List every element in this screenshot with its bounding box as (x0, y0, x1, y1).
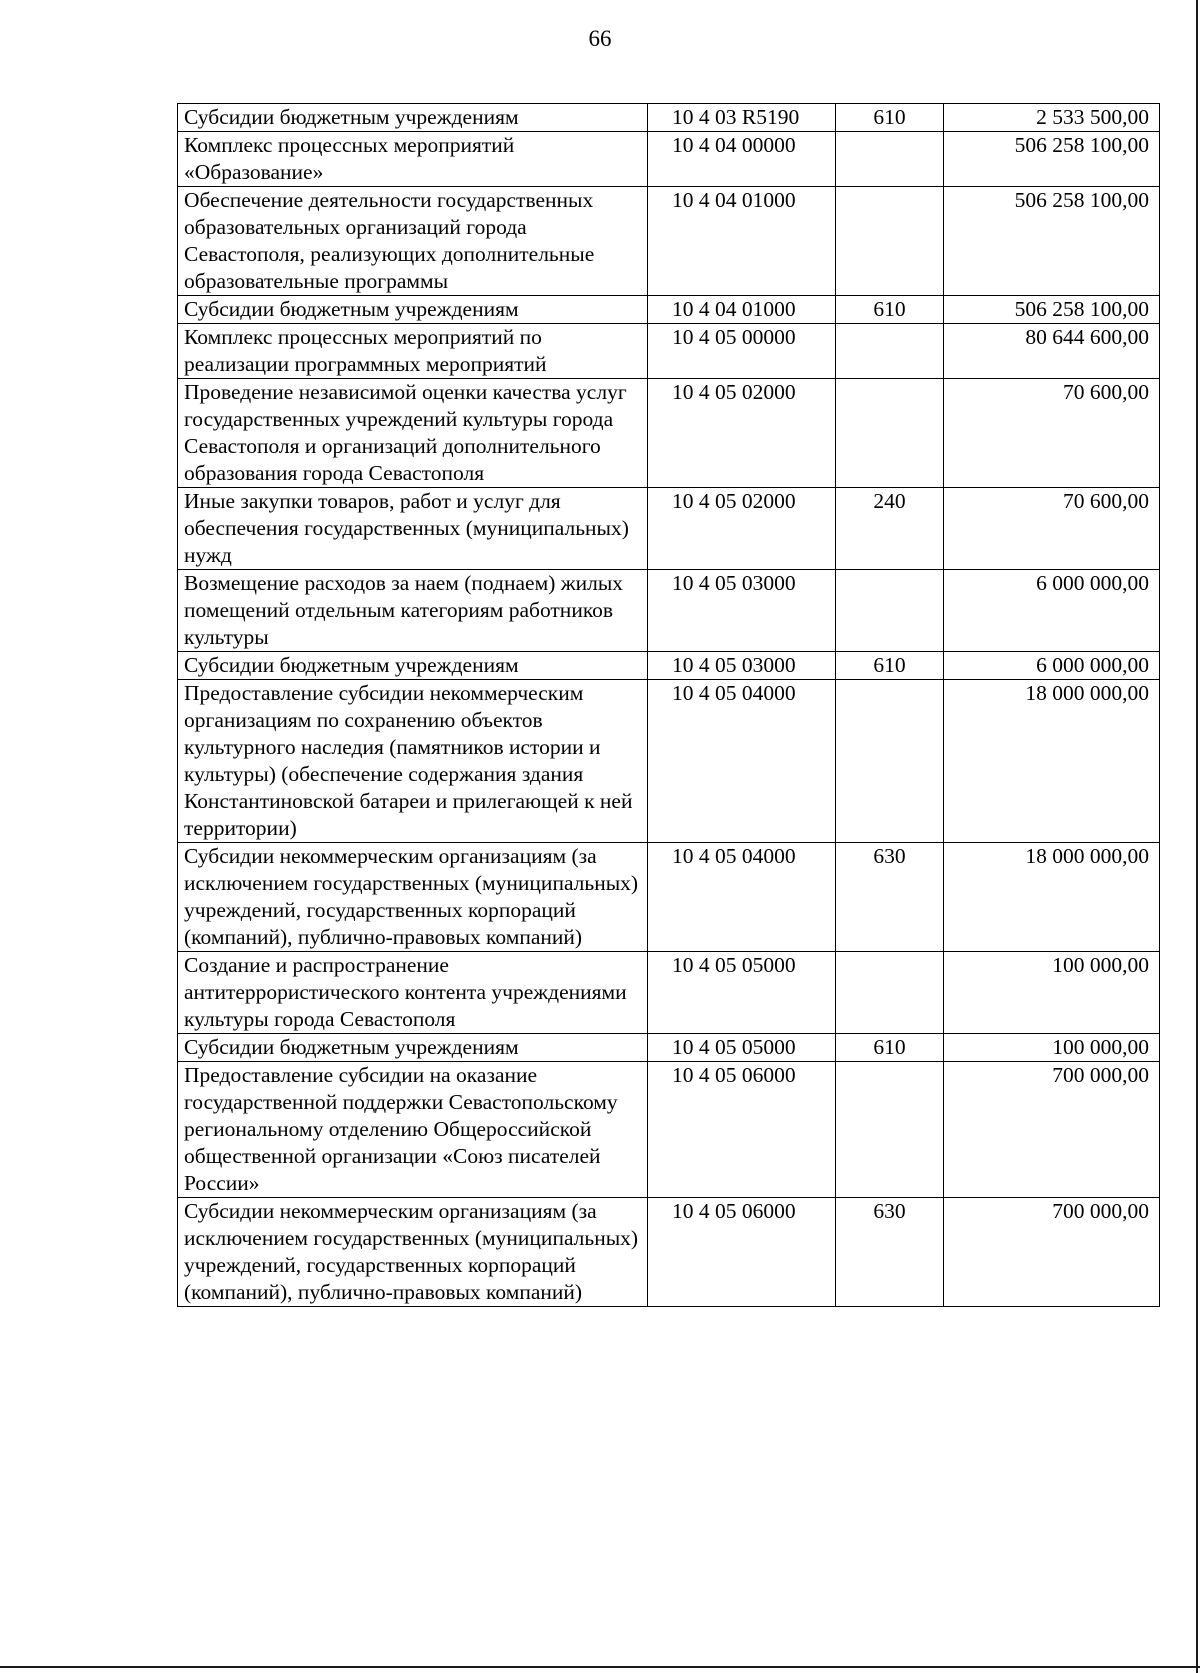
expense-type-code-cell: 240 (836, 488, 944, 570)
expense-name-cell: Возмещение расходов за наем (поднаем) жилых помещений отдельным категориям работников культуры (178, 570, 648, 652)
table-row (178, 488, 1160, 570)
amount-cell: 506 258 100,00 (944, 187, 1160, 296)
target-article-code-cell: 10 4 04 01000 (648, 187, 836, 296)
expense-type-code-cell: 630 (836, 843, 944, 952)
expense-type-code-cell (836, 132, 944, 187)
expense-name-cell: Субсидии бюджетным учреждениям (178, 1034, 648, 1062)
table-row (178, 187, 1160, 296)
amount-cell: 80 644 600,00 (944, 324, 1160, 379)
amount-cell: 506 258 100,00 (944, 296, 1160, 324)
table-row (178, 570, 1160, 652)
expense-name-cell: Иные закупки товаров, работ и услуг для обеспечения государственных (муниципальных) нужд (178, 488, 648, 570)
amount-cell: 18 000 000,00 (944, 843, 1160, 952)
expense-type-code-cell (836, 570, 944, 652)
expense-name-cell: Создание и распространение антитеррористического контента учреждениями культуры города Севастополя (178, 952, 648, 1034)
expense-name-cell: Комплекс процессных мероприятий по реализации программных мероприятий (178, 324, 648, 379)
table-row (178, 1062, 1160, 1198)
target-article-code-cell: 10 4 05 06000 (648, 1062, 836, 1198)
table-row (178, 652, 1160, 680)
expense-type-code-cell: 610 (836, 1034, 944, 1062)
expense-name-cell: Субсидии некоммерческим организациям (за исключением государственных (муниципальных) учреждений, государственных корпораций (компаний), публично-правовых компаний) (178, 1198, 648, 1307)
expense-name-cell: Обеспечение деятельности государственных образовательных организаций города Севастополя, реализующих дополнительные образовательные программы (178, 187, 648, 296)
expense-name-cell: Субсидии бюджетным учреждениям (178, 296, 648, 324)
target-article-code-cell: 10 4 04 01000 (648, 296, 836, 324)
table-row (178, 1198, 1160, 1307)
amount-cell: 700 000,00 (944, 1062, 1160, 1198)
amount-cell: 100 000,00 (944, 952, 1160, 1034)
table-row (178, 843, 1160, 952)
target-article-code-cell: 10 4 05 00000 (648, 324, 836, 379)
expense-type-code-cell (836, 680, 944, 843)
target-article-code-cell: 10 4 03 R5190 (648, 104, 836, 132)
expense-name-cell: Субсидии некоммерческим организациям (за исключением государственных (муниципальных) учреждений, государственных корпораций (компаний), публично-правовых компаний) (178, 843, 648, 952)
expense-name-cell: Проведение независимой оценки качества услуг государственных учреждений культуры города Севастополя и организаций дополнительного образования города Севастополя (178, 379, 648, 488)
page-edge-bottom (0, 1666, 1200, 1668)
target-article-code-cell: 10 4 05 05000 (648, 1034, 836, 1062)
expense-type-code-cell (836, 952, 944, 1034)
target-article-code-cell: 10 4 05 06000 (648, 1198, 836, 1307)
table-row (178, 379, 1160, 488)
expense-name-cell: Комплекс процессных мероприятий «Образование» (178, 132, 648, 187)
amount-cell: 700 000,00 (944, 1198, 1160, 1307)
expense-type-code-cell: 610 (836, 296, 944, 324)
expense-type-code-cell: 630 (836, 1198, 944, 1307)
target-article-code-cell: 10 4 05 03000 (648, 570, 836, 652)
amount-cell: 70 600,00 (944, 379, 1160, 488)
amount-cell: 506 258 100,00 (944, 132, 1160, 187)
page-number: 66 (588, 26, 612, 51)
expense-name-cell: Предоставление субсидии некоммерческим организациям по сохранению объектов культурного наследия (памятников истории и культуры) (обеспечение содержания здания Константиновской батареи и прилегающей к ней территории) (178, 680, 648, 843)
expense-type-code-cell (836, 1062, 944, 1198)
amount-cell: 100 000,00 (944, 1034, 1160, 1062)
amount-cell: 6 000 000,00 (944, 570, 1160, 652)
table-row (178, 324, 1160, 379)
table-row (178, 104, 1160, 132)
expense-name-cell: Субсидии бюджетным учреждениям (178, 652, 648, 680)
expense-type-code-cell: 610 (836, 652, 944, 680)
table-row (178, 132, 1160, 187)
amount-cell: 18 000 000,00 (944, 680, 1160, 843)
target-article-code-cell: 10 4 05 04000 (648, 843, 836, 952)
amount-cell: 6 000 000,00 (944, 652, 1160, 680)
expense-type-code-cell (836, 324, 944, 379)
table-row (178, 296, 1160, 324)
amount-cell: 2 533 500,00 (944, 104, 1160, 132)
table-body (178, 104, 1160, 1307)
table-row (178, 680, 1160, 843)
target-article-code-cell: 10 4 05 02000 (648, 379, 836, 488)
expense-type-code-cell: 610 (836, 104, 944, 132)
expense-type-code-cell (836, 187, 944, 296)
expense-type-code-cell (836, 379, 944, 488)
target-article-code-cell: 10 4 05 03000 (648, 652, 836, 680)
page-edge-right (1196, 0, 1198, 1673)
amount-cell: 70 600,00 (944, 488, 1160, 570)
expense-name-cell: Субсидии бюджетным учреждениям (178, 104, 648, 132)
target-article-code-cell: 10 4 05 02000 (648, 488, 836, 570)
table-row (178, 1034, 1160, 1062)
target-article-code-cell: 10 4 05 05000 (648, 952, 836, 1034)
budget-table (177, 103, 1160, 1307)
expense-name-cell: Предоставление субсидии на оказание государственной поддержки Севастопольскому региональному отделению Общероссийской общественной организации «Союз писателей России» (178, 1062, 648, 1198)
target-article-code-cell: 10 4 05 04000 (648, 680, 836, 843)
table-row (178, 952, 1160, 1034)
target-article-code-cell: 10 4 04 00000 (648, 132, 836, 187)
